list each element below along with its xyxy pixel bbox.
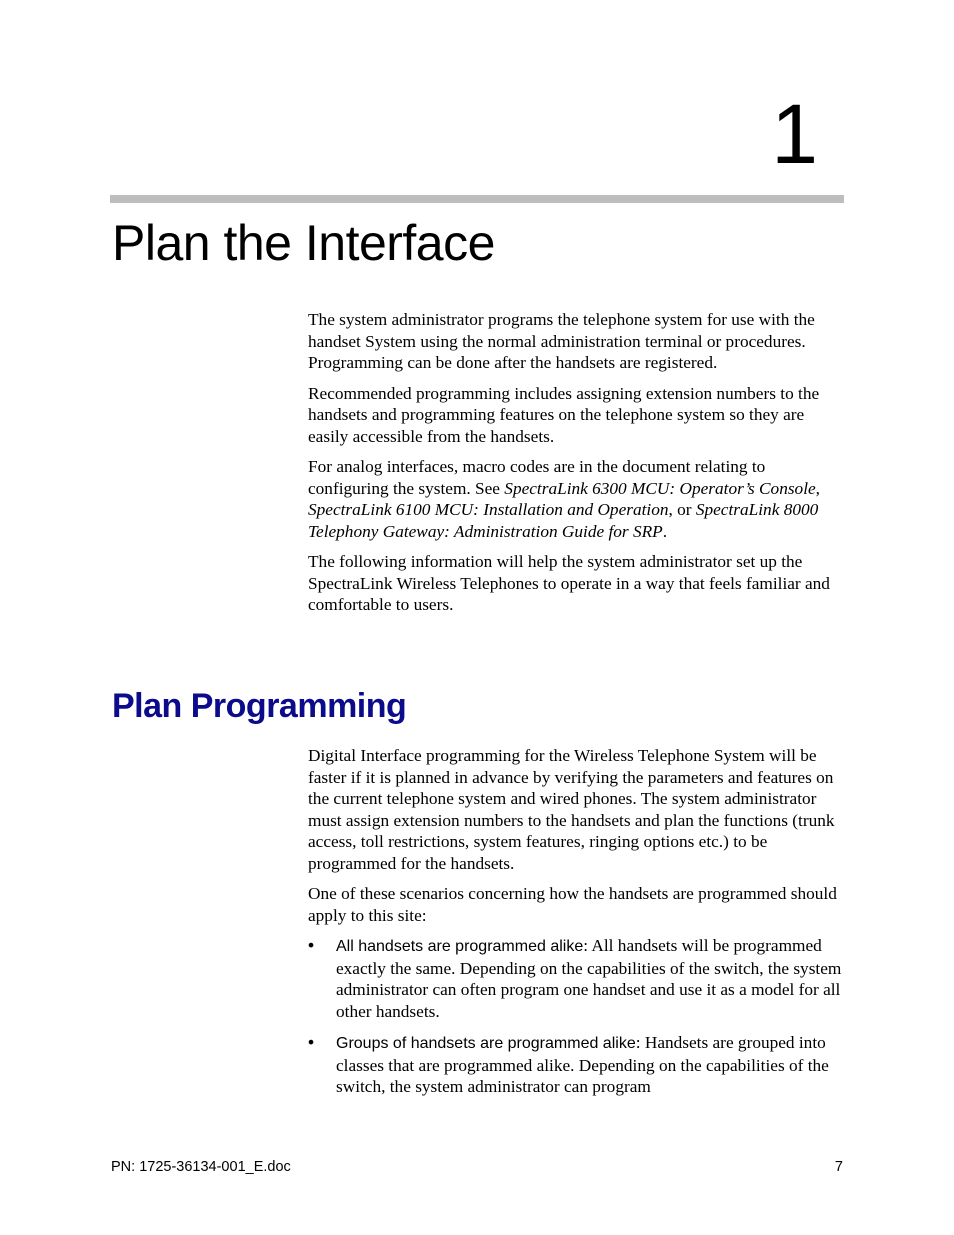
reference-telephony-gateway: SpectraLink 8000 Telephony Gateway: Administration Guide for SRP	[308, 500, 819, 541]
list-item-lead: Groups of handsets are programmed alike	[336, 1035, 636, 1052]
reference-installation-operation: SpectraLink 6100 MCU: Installation and Operation	[308, 500, 669, 519]
section-paragraph-1: Digital Interface programming for the Wireless Telephone System will be faster if it is planned in advance by verifying the parameters and features on the current telephone system and wired phones. The system administrator must assign extension numbers to the handsets and plan the functions (trunk access, toll restrictions, system features, ringing options etc.) to be programmed for the handsets.	[308, 746, 835, 873]
list-item	[308, 935, 848, 1022]
footer-page-number: 7	[834, 1159, 843, 1175]
bullet-icon: •	[308, 1032, 315, 1052]
list-item-text: : All handsets will be programmed exactly the same. Depending on the capabilities of the switch, the system administrator can often program one handset and use it as a model for all other handsets.	[336, 936, 842, 1021]
chapter-rule	[110, 195, 844, 203]
intro-paragraph-1: The system administrator programs the telephone system for use with the handset System using the normal administration terminal or procedures. Programming can be done after the handsets are registered.	[308, 310, 815, 372]
section-paragraph-2: One of these scenarios concerning how the handsets are programmed should apply to this site:	[308, 884, 837, 925]
section-text	[308, 745, 848, 1108]
intro-paragraph-2: Recommended programming includes assigning extension numbers to the handsets and programming features on the telephone system so they are easily accessible from the handsets.	[308, 383, 820, 446]
scenario-list	[308, 935, 848, 1098]
intro-paragraph-3-text-1: For analog interfaces, macro codes are in the document relating to configuring the system. See	[308, 457, 766, 498]
list-item	[308, 1032, 848, 1098]
list-item-text: : Handsets are grouped into classes that are programmed alike. Depending on the capabilities of the switch, the system administrator can program	[336, 1033, 829, 1096]
intro-paragraph-3	[308, 456, 848, 542]
intro-paragraph-3-text-2: ,	[815, 478, 820, 498]
intro-paragraph-3-text-3: , or	[668, 500, 696, 519]
footer-part-number: PN: 1725-36134-001_E.doc	[111, 1159, 291, 1175]
intro-text	[308, 309, 848, 625]
bullet-icon: •	[308, 935, 315, 955]
intro-paragraph-3-text-4: .	[662, 521, 668, 541]
section-heading: Plan Programming	[112, 687, 407, 725]
chapter-number: 1	[771, 87, 818, 181]
page-footer	[111, 1159, 843, 1175]
list-item-lead: All handsets are programmed alike	[336, 938, 584, 955]
intro-paragraph-4: The following information will help the system administrator set up the SpectraLink Wireless Telephones to operate in a way that feels familiar and comfortable to users.	[308, 552, 830, 614]
reference-operators-console: SpectraLink 6300 MCU: Operator’s Console	[504, 478, 816, 498]
chapter-title: Plan the Interface	[112, 215, 495, 271]
